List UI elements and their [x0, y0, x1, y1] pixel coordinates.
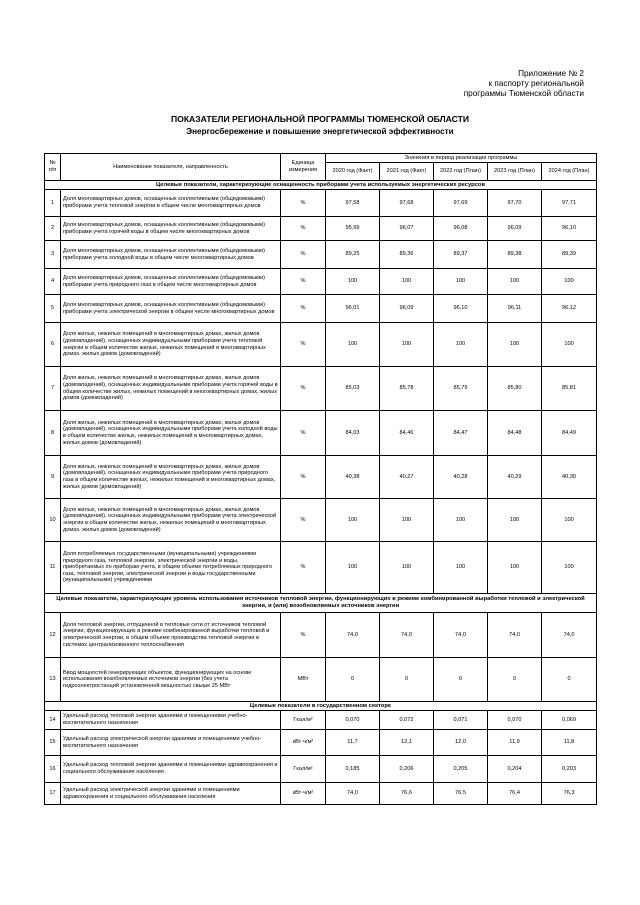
value-cell: 0,069 — [542, 711, 597, 730]
unit-cell: % — [281, 241, 326, 269]
table-row — [45, 456, 597, 499]
table-row — [45, 217, 597, 241]
value-cell: 76,4 — [488, 783, 542, 805]
unit-cell: % — [281, 613, 326, 658]
value-cell: 100 — [326, 269, 380, 295]
indicator-name: Удельный расход тепловой энергии зданиями и помещениями учебно-воспитательного назначения — [61, 711, 281, 730]
value-cell: 76,6 — [380, 783, 434, 805]
value-cell: 40,28 — [434, 456, 488, 499]
value-cell: 85,80 — [488, 367, 542, 411]
value-cell: 0,071 — [434, 711, 488, 730]
appendix-note — [464, 69, 584, 99]
value-cell: 74,0 — [434, 613, 488, 658]
row-number: 16 — [45, 756, 61, 783]
value-cell: 0,203 — [542, 756, 597, 783]
row-number: 14 — [45, 711, 61, 730]
value-cell: 100 — [542, 542, 597, 594]
value-cell: 0,204 — [488, 756, 542, 783]
indicator-name: Удельный расход тепловой энергии зданиями и помещениями здравоохранения и социального обслуживания населения — [61, 756, 281, 783]
table-row — [45, 323, 597, 367]
value-cell: 100 — [326, 323, 380, 367]
indicator-name: Доля многоквартирных домов, оснащенных коллективными (общедомовыми) приборами учета горячей воды в общем числе многоквартирных домов — [61, 217, 281, 241]
row-number: 9 — [45, 456, 61, 499]
value-cell: 11,9 — [488, 730, 542, 756]
value-cell: 74,0 — [380, 613, 434, 658]
unit-cell: МВт — [281, 658, 326, 702]
unit-cell: % — [281, 269, 326, 295]
value-cell: 100 — [488, 499, 542, 542]
unit-cell: % — [281, 456, 326, 499]
value-cell: 0,205 — [434, 756, 488, 783]
indicator-name: Доля потребляемых государственными (муниципальными) учреждениями природного газа, тепловой энергии, электрической энергии и воды, приобретаемых по приборам учета, в общем объеме потребляемых природного газа, тепловой энергии, электрической энергии и воды государственными (муниципальными) учреждениями — [61, 542, 281, 594]
value-cell: 0 — [434, 658, 488, 702]
value-cell: 74,0 — [326, 783, 380, 805]
row-number: 6 — [45, 323, 61, 367]
value-cell: 96,10 — [542, 217, 597, 241]
table-row — [45, 295, 597, 323]
value-cell: 0,070 — [488, 711, 542, 730]
unit-cell: кВт·ч/м² — [281, 730, 326, 756]
value-cell: 100 — [434, 269, 488, 295]
value-cell: 0 — [326, 658, 380, 702]
value-cell: 85,81 — [542, 367, 597, 411]
row-number: 10 — [45, 499, 61, 542]
value-cell: 100 — [434, 499, 488, 542]
unit-cell: % — [281, 190, 326, 217]
value-cell: 0,072 — [380, 711, 434, 730]
value-cell: 74,0 — [326, 613, 380, 658]
value-cell: 0 — [380, 658, 434, 702]
value-cell: 40,29 — [488, 456, 542, 499]
unit-cell: % — [281, 295, 326, 323]
indicator-name: Доля жилых, нежилых помещений в многоквартирных домах, жилых домов (домовладений), оснащенных индивидуальными приборами учета холодной воды в общем количестве жилых, нежилых помещений в многоквартирных домах, жилых домов (домовладений) — [61, 411, 281, 456]
value-cell: 89,37 — [434, 241, 488, 269]
value-cell: 97,70 — [488, 190, 542, 217]
value-cell: 100 — [434, 323, 488, 367]
value-cell: 12,0 — [434, 730, 488, 756]
value-cell: 40,30 — [542, 456, 597, 499]
table-row — [45, 783, 597, 805]
row-number: 5 — [45, 295, 61, 323]
value-cell: 84,48 — [488, 411, 542, 456]
header-year: 2021 год (Факт) — [380, 163, 434, 181]
value-cell: 89,38 — [488, 241, 542, 269]
value-cell: 96,09 — [380, 295, 434, 323]
indicator-name: Доля жилых, нежилых помещений в многоквартирных домах, жилых домов (домовладений), оснащенных индивидуальными приборами учета горячей воды в общем количестве жилых, нежилых помещений в многоквартирных домах, жилых домов (домовладений) — [61, 367, 281, 411]
value-cell: 95,99 — [326, 217, 380, 241]
value-cell: 100 — [380, 323, 434, 367]
value-cell: 97,58 — [326, 190, 380, 217]
header-unit: Единица измерения — [281, 154, 326, 181]
table-body — [45, 181, 597, 805]
row-number: 12 — [45, 613, 61, 658]
value-cell: 74,0 — [488, 613, 542, 658]
indicator-name: Доля тепловой энергии, отпущенной в тепловые сети от источников тепловой энергии, функционирующих в режиме комбинированной выработки тепловой и электрической энергии, в общем объеме производства тепловой энергии в системах централизованного теплоснабжения — [61, 613, 281, 658]
value-cell: 85,79 — [434, 367, 488, 411]
value-cell: 11,7 — [326, 730, 380, 756]
row-number: 2 — [45, 217, 61, 241]
value-cell: 100 — [380, 499, 434, 542]
table-row — [45, 499, 597, 542]
table-row — [45, 756, 597, 783]
table-row — [45, 542, 597, 594]
header-year: 2020 год (Факт) — [326, 163, 380, 181]
indicator-name: Доля жилых, нежилых помещений в многоквартирных домах, жилых домов (домовладений), оснащенных индивидуальными приборами учета электрической энергии в общем количестве жилых, нежилых помещений в многоквартирных домах, жилых домов (домовладений) — [61, 499, 281, 542]
header-num: № п/п — [45, 154, 61, 181]
value-cell: 100 — [542, 499, 597, 542]
value-cell: 96,11 — [488, 295, 542, 323]
value-cell: 76,3 — [542, 783, 597, 805]
indicator-name: Доля многоквартирных домов, оснащенных коллективными (общедомовыми) приборами учета тепловой энергии в общем числе многоквартирных домов — [61, 190, 281, 217]
value-cell: 96,01 — [326, 295, 380, 323]
value-cell: 40,38 — [326, 456, 380, 499]
row-number: 4 — [45, 269, 61, 295]
value-cell: 0 — [542, 658, 597, 702]
indicators-table — [44, 153, 597, 805]
value-cell: 97,69 — [434, 190, 488, 217]
table-row — [45, 658, 597, 702]
value-cell: 100 — [542, 323, 597, 367]
unit-cell: % — [281, 217, 326, 241]
value-cell: 85,03 — [326, 367, 380, 411]
value-cell: 100 — [542, 269, 597, 295]
table-row — [45, 730, 597, 756]
value-cell: 100 — [488, 269, 542, 295]
value-cell: 100 — [326, 499, 380, 542]
unit-cell: % — [281, 411, 326, 456]
row-number: 17 — [45, 783, 61, 805]
table-row — [45, 613, 597, 658]
row-number: 3 — [45, 241, 61, 269]
indicator-name: Доля жилых, нежилых помещений в многоквартирных домах, жилых домов (домовладений), оснащенных индивидуальными приборами учета тепловой энергии в общем количестве жилых, нежилых помещений в многоквартирных домах, жилых домов (домовладений) — [61, 323, 281, 367]
indicator-name: Удельный расход электрической энергии зданиями и помещениями здравоохранения и социального обслуживания населения — [61, 783, 281, 805]
row-number: 13 — [45, 658, 61, 702]
indicator-name: Доля жилых, нежилых помещений в многоквартирных домах, жилых домов (домовладений), оснащенных индивидуальными приборами учета природного газа в общем количестве жилых, нежилых помещений в многоквартирных домах, жилых домов (домовладений) — [61, 456, 281, 499]
appendix-line-3: программы Тюменской области — [463, 89, 584, 98]
value-cell: 74,0 — [542, 613, 597, 658]
value-cell: 100 — [488, 542, 542, 594]
unit-cell: % — [281, 367, 326, 411]
section-title: Целевые показатели в государственном секторе — [45, 702, 597, 711]
row-number: 1 — [45, 190, 61, 217]
unit-cell: % — [281, 542, 326, 594]
section-title: Целевые показатели, характеризующие оснащенность приборами учета используемых энергетических ресурсов — [45, 181, 597, 190]
section-row — [45, 594, 597, 613]
value-cell: 97,68 — [380, 190, 434, 217]
value-cell: 85,78 — [380, 367, 434, 411]
value-cell: 100 — [380, 269, 434, 295]
value-cell: 40,27 — [380, 456, 434, 499]
value-cell: 89,39 — [542, 241, 597, 269]
indicator-name: Доля многоквартирных домов, оснащенных коллективными (общедомовыми) приборами учета холодной воды в общем числе многоквартирных домов — [61, 241, 281, 269]
value-cell: 97,71 — [542, 190, 597, 217]
value-cell: 12,1 — [380, 730, 434, 756]
document-title: ПОКАЗАТЕЛИ РЕГИОНАЛЬНОЙ ПРОГРАММЫ ТЮМЕНСКОЙ ОБЛАСТИ — [170, 114, 470, 124]
value-cell: 100 — [434, 542, 488, 594]
indicator-name: Доля многоквартирных домов, оснащенных коллективными (общедомовыми) приборами учета природного газа в общем числе многоквартирных домов — [61, 269, 281, 295]
value-cell: 96,09 — [488, 217, 542, 241]
header-name: Наименование показателя, направленность — [61, 154, 281, 181]
table-row — [45, 269, 597, 295]
row-number: 15 — [45, 730, 61, 756]
unit-cell: Гкал/м² — [281, 711, 326, 730]
row-number: 8 — [45, 411, 61, 456]
value-cell: 84,49 — [542, 411, 597, 456]
indicator-name: Доля многоквартирных домов, оснащенных коллективными (общедомовыми) приборами учета электрической энергии в общем числе многоквартирных домов — [61, 295, 281, 323]
value-cell: 0 — [488, 658, 542, 702]
indicator-name: Удельный расход электрической энергии зданиями и помещениями учебно-воспитательного назначения — [61, 730, 281, 756]
header-year: 2024 год (План) — [542, 163, 597, 181]
value-cell: 89,25 — [326, 241, 380, 269]
section-row — [45, 181, 597, 190]
value-cell: 76,5 — [434, 783, 488, 805]
indicator-name: Ввод мощностей генерирующих объектов, функционирующих на основе использования возобновляемых источников энергии (без учета гидроэлектростанций установленной мощностью свыше 25 МВт — [61, 658, 281, 702]
unit-cell: кВт·ч/м² — [281, 783, 326, 805]
value-cell: 96,07 — [380, 217, 434, 241]
section-title: Целевые показатели, характеризующие уровень использования источников тепловой энергии, функционирующих в режиме комбинированной выработки тепловой и электрической энергии, и (или) возобновляемых источников энергии — [45, 594, 597, 613]
document-subtitle: Энергосбережение и повышение энергетической эффективности — [186, 127, 454, 136]
value-cell: 0,185 — [326, 756, 380, 783]
unit-cell: % — [281, 323, 326, 367]
header-year: 2022 год (План) — [434, 163, 488, 181]
value-cell: 11,8 — [542, 730, 597, 756]
appendix-line-1: Приложение № 2 — [518, 69, 584, 78]
value-cell: 96,10 — [434, 295, 488, 323]
table-row — [45, 190, 597, 217]
header-year: 2023 год (План) — [488, 163, 542, 181]
value-cell: 100 — [326, 542, 380, 594]
value-cell: 0,070 — [326, 711, 380, 730]
table-row — [45, 411, 597, 456]
table-row — [45, 367, 597, 411]
value-cell: 0,206 — [380, 756, 434, 783]
section-row — [45, 702, 597, 711]
value-cell: 96,08 — [434, 217, 488, 241]
value-cell: 100 — [380, 542, 434, 594]
value-cell: 84,03 — [326, 411, 380, 456]
appendix-line-2: к паспорту региональной — [488, 79, 584, 88]
value-cell: 100 — [488, 323, 542, 367]
value-cell: 84,47 — [434, 411, 488, 456]
unit-cell: % — [281, 499, 326, 542]
value-cell: 84,46 — [380, 411, 434, 456]
header-values-group: Значения в период реализации программы — [326, 154, 597, 163]
table-row — [45, 241, 597, 269]
table-row — [45, 711, 597, 730]
value-cell: 96,12 — [542, 295, 597, 323]
value-cell: 89,36 — [380, 241, 434, 269]
row-number: 7 — [45, 367, 61, 411]
unit-cell: Гкал/м² — [281, 756, 326, 783]
row-number: 11 — [45, 542, 61, 594]
